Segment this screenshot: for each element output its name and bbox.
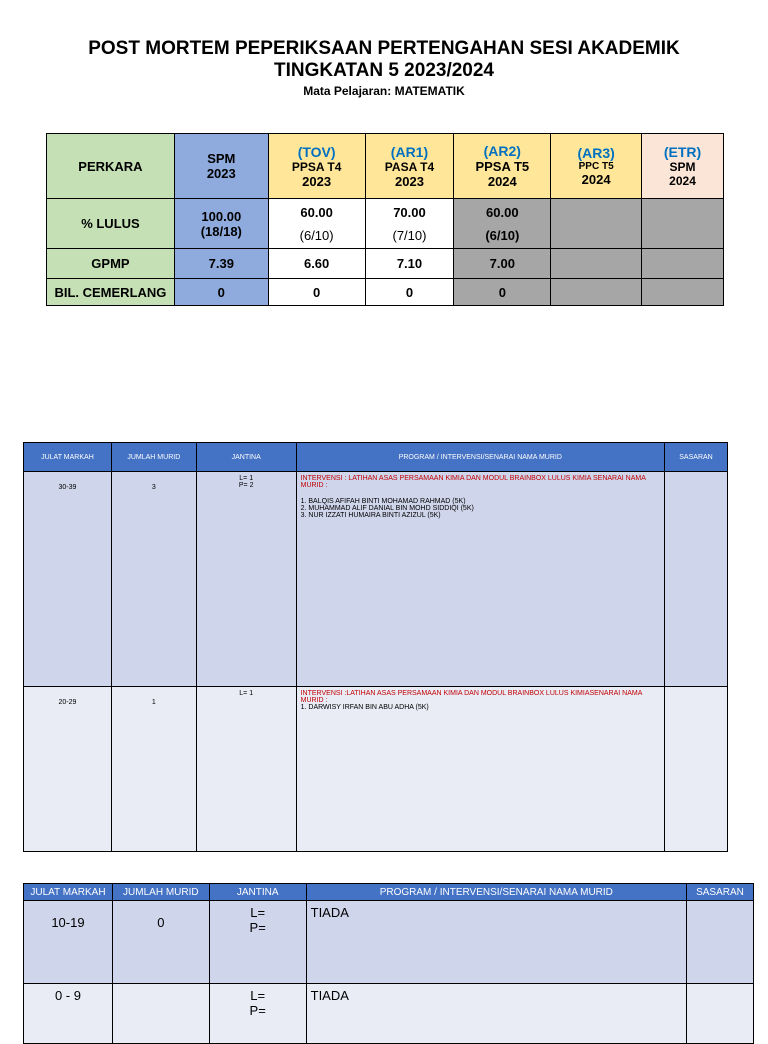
gender-cell: L= P= — [209, 901, 306, 984]
value-cell — [642, 199, 724, 249]
gender-cell: L= 1 P= 2 — [196, 472, 296, 687]
page-title: POST MORTEM PEPERIKSAAN PERTENGAHAN SESI AKADEMIK — [88, 38, 680, 59]
row-gpmp — [47, 249, 724, 279]
col-sasaran: SASARAN — [665, 443, 728, 472]
value-cell — [551, 249, 642, 279]
value-cell: 7.10 — [365, 249, 454, 279]
program-cell: TIADA — [306, 901, 686, 984]
summary-table — [46, 133, 724, 306]
value-cell: 0 — [268, 279, 365, 306]
value-cell: 7.39 — [174, 249, 268, 279]
value-cell: 60.00 (6/10) — [268, 199, 365, 249]
intervention-table — [23, 442, 728, 852]
header-ar2: (AR2) PPSA T5 2024 — [454, 134, 551, 199]
program-cell: TIADA — [306, 984, 686, 1044]
row-lulus — [47, 199, 724, 249]
col-julat-markah: JULAT MARKAH — [24, 884, 113, 901]
table-row — [24, 901, 754, 984]
value-cell: 60.00 (6/10) — [454, 199, 551, 249]
low-marks-table — [23, 883, 754, 1044]
count-cell: 3 — [111, 472, 196, 687]
range-cell: 20-29 — [24, 687, 112, 852]
header-spm-2023: SPM 2023 — [174, 134, 268, 199]
value-cell — [642, 249, 724, 279]
value-cell: 6.60 — [268, 249, 365, 279]
value-cell: 7.00 — [454, 249, 551, 279]
value-cell: 0 — [454, 279, 551, 306]
count-cell: 1 — [111, 687, 196, 852]
range-cell: 0 - 9 — [24, 984, 113, 1044]
col-program: PROGRAM / INTERVENSI/SENARAI NAMA MURID — [296, 443, 664, 472]
gender-cell: L= 1 — [196, 687, 296, 852]
col-jumlah-murid: JUMLAH MURID — [111, 443, 196, 472]
row-cemerlang — [47, 279, 724, 306]
value-cell: 0 — [365, 279, 454, 306]
header-tov: (TOV) PPSA T4 2023 — [268, 134, 365, 199]
perkara-header: PERKARA — [47, 134, 175, 199]
target-cell — [665, 472, 728, 687]
table-header-row — [24, 443, 728, 472]
value-cell: 70.00 (7/10) — [365, 199, 454, 249]
header-ar1: (AR1) PASA T4 2023 — [365, 134, 454, 199]
col-sasaran: SASARAN — [687, 884, 754, 901]
header-ar3: (AR3) PPC T5 2024 — [551, 134, 642, 199]
col-jantina: JANTINA — [209, 884, 306, 901]
gender-cell: L= P= — [209, 984, 306, 1044]
count-cell: 0 — [112, 901, 209, 984]
table-header-row — [24, 884, 754, 901]
table-row — [24, 472, 728, 687]
target-cell — [665, 687, 728, 852]
row-label: GPMP — [47, 249, 175, 279]
subject-label: Mata Pelajaran: MATEMATIK — [303, 84, 465, 98]
target-cell — [687, 901, 754, 984]
row-label: BIL. CEMERLANG — [47, 279, 175, 306]
row-label: % LULUS — [47, 199, 175, 249]
header-etr: (ETR) SPM 2024 — [642, 134, 724, 199]
range-cell: 30-39 — [24, 472, 112, 687]
summary-header-row — [47, 134, 724, 199]
col-program: PROGRAM / INTERVENSI/SENARAI NAMA MURID — [306, 884, 686, 901]
table-row — [24, 984, 754, 1044]
col-julat-markah: JULAT MARKAH — [24, 443, 112, 472]
target-cell — [687, 984, 754, 1044]
col-jumlah-murid: JUMLAH MURID — [112, 884, 209, 901]
page-subtitle: TINGKATAN 5 2023/2024 — [274, 60, 494, 81]
range-cell: 10-19 — [24, 901, 113, 984]
count-cell — [112, 984, 209, 1044]
col-jantina: JANTINA — [196, 443, 296, 472]
program-cell: INTERVENSI :LATIHAN ASAS PERSAMAAN KIMIA DAN MODUL BRAINBOX LULUS KIMIASENARAI NAMA MURID : 1. DARWISY IRFAN BIN ABU ADHA (5K) — [296, 687, 664, 852]
value-cell: 0 — [174, 279, 268, 306]
program-cell: INTERVENSI : LATIHAN ASAS PERSAMAAN KIMIA DAN MODUL BRAINBOX LULUS KIMIA SENARAI NAMA MURID : 1. BALQIS AFIFAH BINTI MOHAMAD RAHMAD (5K) 2. MUHAMMAD ALIF DANIAL BIN MOHD SIDDIQI (5K) 3. NUR IZZATI HUMAIRA BINTI AZIZUL (5K) — [296, 472, 664, 687]
table-row — [24, 687, 728, 852]
value-cell — [642, 279, 724, 306]
value-cell: 100.00 (18/18) — [174, 199, 268, 249]
value-cell — [551, 279, 642, 306]
value-cell — [551, 199, 642, 249]
